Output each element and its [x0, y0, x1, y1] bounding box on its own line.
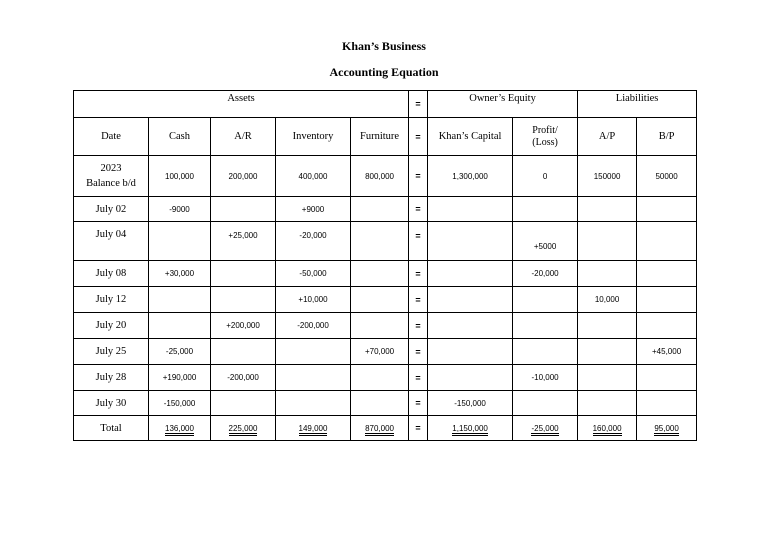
ar-cell — [211, 391, 276, 416]
ar-cell — [211, 287, 276, 313]
balance-inventory: 400,000 — [276, 156, 351, 197]
cash-cell: +190,000 — [149, 365, 211, 391]
ap-cell — [578, 197, 637, 222]
profit-cell — [513, 391, 578, 416]
balance-ap: 150000 — [578, 156, 637, 197]
table-row — [74, 313, 697, 339]
furniture-cell — [351, 261, 409, 287]
ap-cell: 10,000 — [578, 287, 637, 313]
table-row — [74, 391, 697, 416]
profit-cell — [513, 339, 578, 365]
balance-ar: 200,000 — [211, 156, 276, 197]
bp-column-header: B/P — [637, 118, 697, 156]
total-row — [74, 416, 697, 441]
total-capital-cell — [428, 416, 513, 441]
ar-cell: +25,000 — [211, 222, 276, 261]
bp-cell — [637, 261, 697, 287]
bp-cell: +45,000 — [637, 339, 697, 365]
profit-cell — [513, 197, 578, 222]
profit-header-line1: Profit/ — [532, 124, 558, 136]
furniture-cell — [351, 287, 409, 313]
bp-cell — [637, 313, 697, 339]
ap-cell — [578, 261, 637, 287]
ar-cell — [211, 339, 276, 365]
profit-loss-column-header — [513, 118, 578, 156]
date-cell: July 20 — [74, 313, 149, 339]
total-bp-value: 95,000 — [654, 424, 678, 436]
owners-equity-group-header: Owner’s Equity — [428, 91, 578, 118]
inventory-cell — [276, 391, 351, 416]
date-cell: July 28 — [74, 365, 149, 391]
equals-sign: = — [409, 287, 428, 313]
equals-sign: = — [409, 91, 428, 118]
furniture-cell — [351, 313, 409, 339]
ap-cell — [578, 391, 637, 416]
date-cell: July 08 — [74, 261, 149, 287]
capital-cell — [428, 365, 513, 391]
profit-cell: -20,000 — [513, 261, 578, 287]
date-column-header: Date — [74, 118, 149, 156]
ap-cell — [578, 339, 637, 365]
group-header-row — [74, 91, 697, 118]
equals-sign: = — [409, 118, 428, 156]
equals-sign: = — [409, 261, 428, 287]
total-profit-cell — [513, 416, 578, 441]
capital-cell — [428, 313, 513, 339]
bp-cell — [637, 365, 697, 391]
cash-cell: -25,000 — [149, 339, 211, 365]
capital-cell — [428, 222, 513, 261]
total-bp-cell — [637, 416, 697, 441]
equals-sign: = — [409, 222, 428, 261]
table-row — [74, 339, 697, 365]
balance-year: 2023 — [100, 163, 122, 174]
date-cell: July 02 — [74, 197, 149, 222]
profit-cell: -10,000 — [513, 365, 578, 391]
date-cell: July 04 — [74, 222, 149, 261]
bp-cell — [637, 391, 697, 416]
cash-cell — [149, 287, 211, 313]
date-cell: July 30 — [74, 391, 149, 416]
balance-bd-row — [74, 156, 697, 197]
inventory-cell: -200,000 — [276, 313, 351, 339]
balance-date-cell — [74, 156, 149, 197]
balance-furniture: 800,000 — [351, 156, 409, 197]
profit-cell: +5000 — [513, 222, 578, 261]
assets-group-header: Assets — [74, 91, 409, 118]
capital-cell — [428, 197, 513, 222]
furniture-column-header: Furniture — [351, 118, 409, 156]
equals-sign: = — [409, 313, 428, 339]
balance-capital: 1,300,000 — [428, 156, 513, 197]
bp-cell — [637, 222, 697, 261]
inventory-column-header: Inventory — [276, 118, 351, 156]
inventory-cell — [276, 365, 351, 391]
inventory-cell: -50,000 — [276, 261, 351, 287]
balance-label: Balance b/d — [86, 178, 136, 189]
capital-column-header: Khan’s Capital — [428, 118, 513, 156]
equals-sign: = — [409, 365, 428, 391]
ar-cell — [211, 197, 276, 222]
ap-column-header: A/P — [578, 118, 637, 156]
profit-cell — [513, 313, 578, 339]
inventory-cell: -20,000 — [276, 222, 351, 261]
total-cash-cell — [149, 416, 211, 441]
column-header-row — [74, 118, 697, 156]
accounting-equation-table — [73, 90, 697, 441]
cash-cell: -9000 — [149, 197, 211, 222]
cash-cell — [149, 313, 211, 339]
cash-cell: -150,000 — [149, 391, 211, 416]
profit-header-line2: (Loss) — [532, 136, 558, 148]
furniture-cell — [351, 365, 409, 391]
capital-cell — [428, 339, 513, 365]
equals-sign: = — [409, 391, 428, 416]
total-furniture-cell — [351, 416, 409, 441]
profit-cell — [513, 287, 578, 313]
balance-cash: 100,000 — [149, 156, 211, 197]
table-row — [74, 287, 697, 313]
balance-bp: 50000 — [637, 156, 697, 197]
inventory-cell: +9000 — [276, 197, 351, 222]
inventory-cell: +10,000 — [276, 287, 351, 313]
table-row — [74, 197, 697, 222]
total-capital-value: 1,150,000 — [452, 424, 488, 436]
total-ap-value: 160,000 — [593, 424, 622, 436]
capital-cell — [428, 261, 513, 287]
total-furniture-value: 870,000 — [365, 424, 394, 436]
date-cell: July 25 — [74, 339, 149, 365]
balance-profit: 0 — [513, 156, 578, 197]
capital-cell — [428, 287, 513, 313]
bp-cell — [637, 197, 697, 222]
ar-cell: +200,000 — [211, 313, 276, 339]
ap-cell — [578, 365, 637, 391]
equals-sign: = — [409, 156, 428, 197]
equals-sign: = — [409, 197, 428, 222]
table-row — [74, 222, 697, 261]
total-profit-value: -25,000 — [531, 424, 558, 436]
total-inventory-value: 149,000 — [299, 424, 328, 436]
cash-column-header: Cash — [149, 118, 211, 156]
cash-cell — [149, 222, 211, 261]
liabilities-group-header: Liabilities — [578, 91, 697, 118]
table-row — [74, 365, 697, 391]
bp-cell — [637, 287, 697, 313]
cash-cell: +30,000 — [149, 261, 211, 287]
ar-cell: -200,000 — [211, 365, 276, 391]
furniture-cell — [351, 391, 409, 416]
inventory-cell — [276, 339, 351, 365]
total-ap-cell — [578, 416, 637, 441]
furniture-cell — [351, 197, 409, 222]
furniture-cell — [351, 222, 409, 261]
table-row — [74, 261, 697, 287]
total-ar-value: 225,000 — [229, 424, 258, 436]
capital-cell: -150,000 — [428, 391, 513, 416]
total-cash-value: 136,000 — [165, 424, 194, 436]
ap-cell — [578, 313, 637, 339]
ap-cell — [578, 222, 637, 261]
ar-cell — [211, 261, 276, 287]
equals-sign: = — [409, 416, 428, 441]
total-ar-cell — [211, 416, 276, 441]
date-cell: July 12 — [74, 287, 149, 313]
document-title: Khan’s Business — [342, 39, 426, 53]
ar-column-header: A/R — [211, 118, 276, 156]
document-subtitle: Accounting Equation — [329, 65, 439, 79]
total-inventory-cell — [276, 416, 351, 441]
equals-sign: = — [409, 339, 428, 365]
furniture-cell: +70,000 — [351, 339, 409, 365]
total-label: Total — [74, 416, 149, 441]
